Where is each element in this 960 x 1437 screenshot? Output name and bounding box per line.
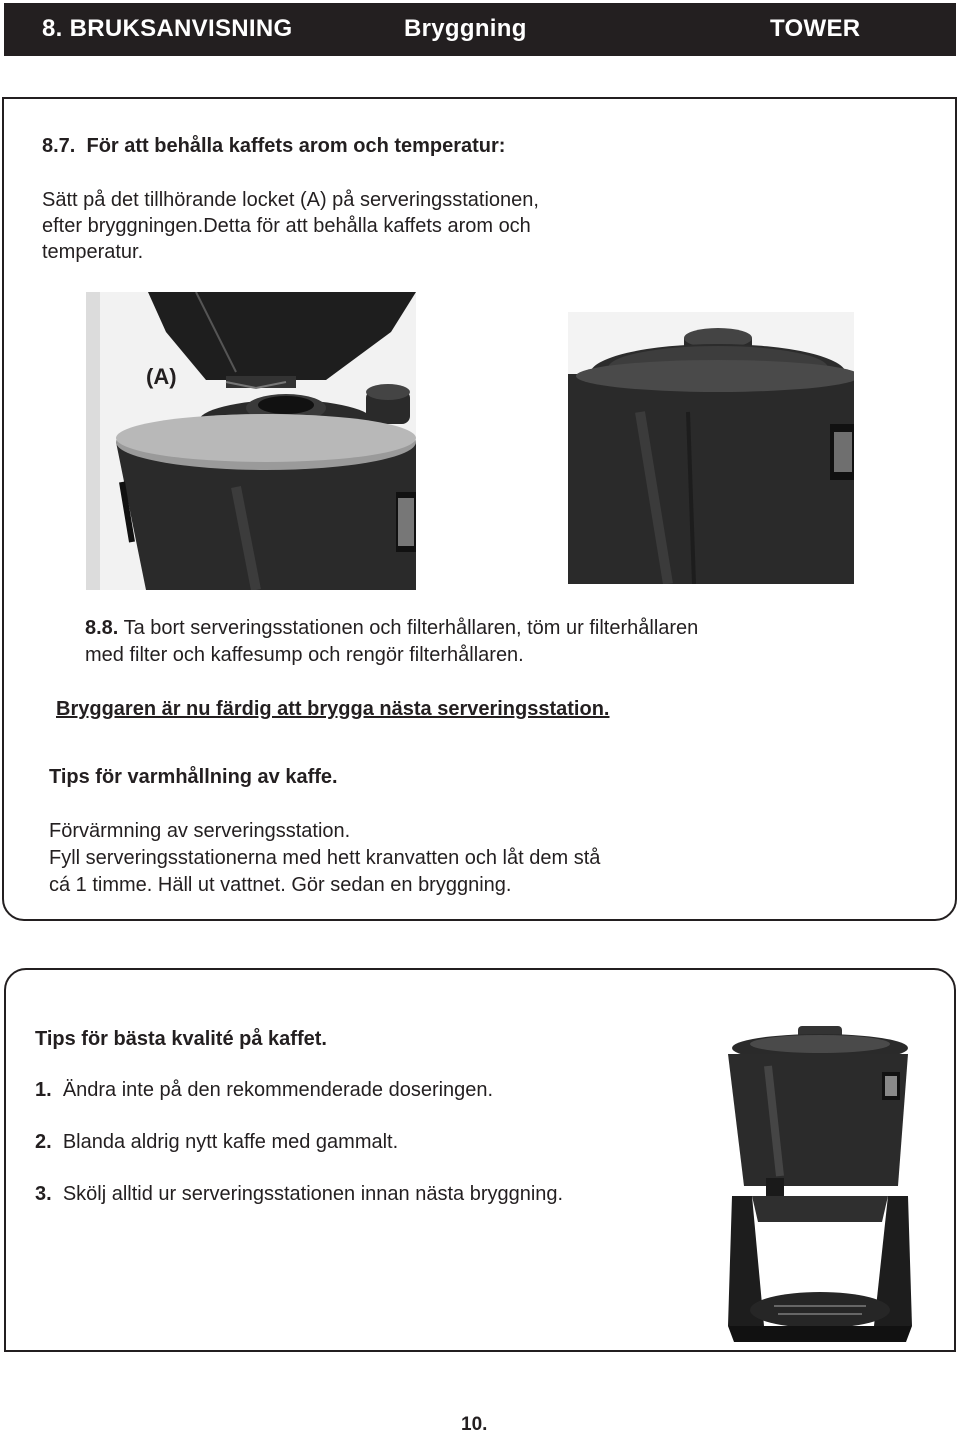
tips-warm-line-2: Fyll serveringsstationerna med hett kranvatten och låt dem stå <box>49 847 601 869</box>
header-brand: TOWER <box>770 15 861 42</box>
section-8-7-line-3: temperatur. <box>42 241 144 263</box>
serving-station-stand-photo <box>722 1026 918 1342</box>
tips-quality-item-3-text: Skölj alltid ur serveringsstationen innan nästa bryggning. <box>62 1183 564 1205</box>
brewer-lid-photo <box>86 292 416 590</box>
tips-quality-item-1-num: 1. <box>35 1079 52 1101</box>
tips-quality-item-2-num: 2. <box>35 1131 52 1153</box>
tips-quality-heading: Tips för bästa kvalité på kaffet. <box>35 1028 327 1050</box>
header-subject: Bryggning <box>404 15 527 42</box>
tips-warm-line-3: cá 1 timme. Häll ut vattnet. Gör sedan en bryggning. <box>49 874 512 896</box>
ready-note: Bryggaren är nu färdig att brygga nästa serveringsstation. <box>56 698 610 720</box>
tips-quality-item-3 <box>35 1182 563 1206</box>
tips-quality-item-3-num: 3. <box>35 1183 52 1205</box>
tips-quality-item-1-text: Ändra inte på den rekommenderade doseringen. <box>62 1079 494 1101</box>
page-number: 10. <box>461 1414 488 1435</box>
tips-warm-line-1: Förvärmning av serveringsstation. <box>49 820 351 842</box>
tips-quality-item-2-text: Blanda aldrig nytt kaffe med gammalt. <box>62 1131 399 1153</box>
section-8-7-line-1: Sätt på det tillhörande locket (A) på serveringsstationen, <box>42 189 539 211</box>
section-8-8-line-1 <box>85 616 698 640</box>
lid-label-a: (A) <box>146 364 177 389</box>
section-8-7-title: För att behålla kaffets arom och temperatur: <box>86 135 506 157</box>
tips-quality-item-2 <box>35 1130 398 1154</box>
section-8-8-line-2: med filter och kaffesump och rengör filterhållaren. <box>85 644 524 666</box>
section-8-7-heading <box>42 134 505 158</box>
section-8-7-number: 8.7. <box>42 135 76 157</box>
tips-warm-heading: Tips för varmhållning av kaffe. <box>49 766 338 788</box>
serving-station-photo <box>568 312 854 584</box>
section-8-7-line-2: efter bryggningen.Detta för att behålla kaffets arom och <box>42 215 531 237</box>
header-section-title: 8. BRUKSANVISNING <box>42 15 293 42</box>
tips-quality-item-1 <box>35 1078 493 1102</box>
header-bar <box>4 3 956 56</box>
section-8-8-text: Ta bort serveringsstationen och filterhållaren, töm ur filterhållaren <box>123 617 699 639</box>
section-8-8-number: 8.8. <box>85 617 119 639</box>
